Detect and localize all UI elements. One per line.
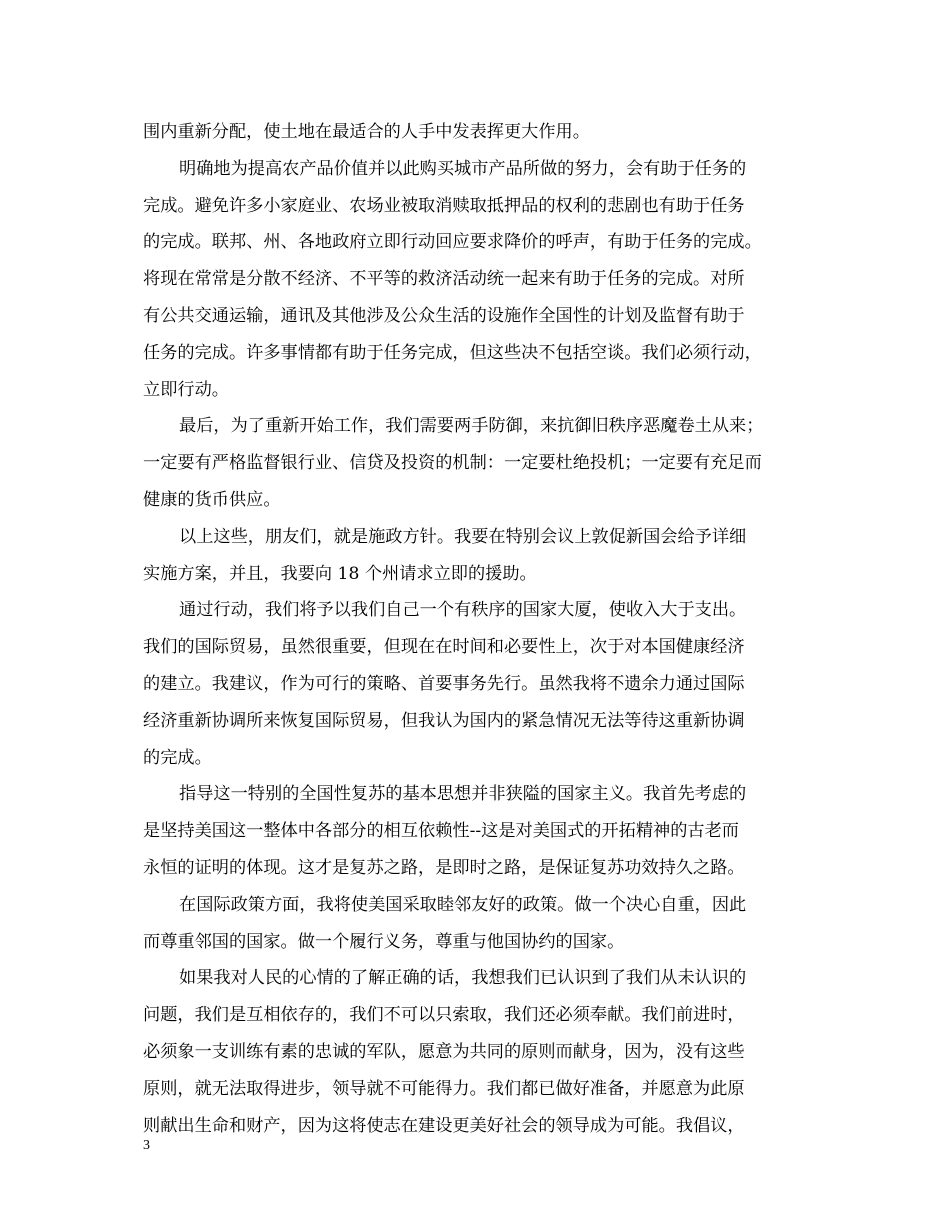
text-line: 通过行动，我们将予以我们自己一个有秩序的国家大厦，使收入大于支出。 (179, 600, 747, 621)
text-line: 最后，为了重新开始工作，我们需要两手防御，来抗御旧秩序恶魔卷土从来； (179, 416, 764, 437)
text-line: 明确地为提高农产品价值并以此购买城市产品所做的努力，会有助于任务的 (179, 158, 747, 179)
text-line: 实施方案，并且，我要向 18 个州请求立即的援助。 (143, 563, 537, 584)
text-line: 任务的完成。许多事情都有助于任务完成，但这些决不包括空谈。我们必须行动， (143, 342, 762, 363)
text-line: 指导这一特别的全国性复苏的基本思想并非狭隘的国家主义。我首先考虑的 (179, 784, 747, 805)
text-line: 以上这些，朋友们，就是施政方针。我要在特别会议上敦促新国会给予详细 (179, 526, 747, 547)
text-line: 永恒的证明的体现。这才是复苏之路，是即时之路，是保证复苏功效持久之路。 (143, 857, 745, 878)
text-line: 经济重新协调所来恢复国际贸易，但我认为国内的紧急情况无法等待这重新协调 (143, 710, 745, 731)
text-line: 如果我对人民的心情的了解正确的话，我想我们已认识到了我们从未认识的 (179, 968, 747, 989)
text-line: 一定要有严格监督银行业、信贷及投资的机制：一定要杜绝投机；一定要有充足而 (143, 453, 762, 474)
text-line: 问题，我们是互相依存的，我们不可以只索取，我们还必须奉献。我们前进时， (143, 1005, 745, 1026)
text-line: 立即行动。 (143, 379, 229, 400)
text-line: 围内重新分配，使土地在最适合的人手中发表挥更大作用。 (143, 122, 590, 142)
text-line: 我们的国际贸易，虽然很重要，但现在在时间和必要性上，次于对本国健康经济 (143, 637, 745, 658)
body-text (143, 114, 813, 1144)
text-line: 是坚持美国这一整体中各部分的相互依赖性--这是对美国式的开拓精神的古老而 (143, 821, 739, 842)
text-line: 有公共交通运输，通讯及其他涉及公众生活的设施作全国性的计划及监督有助于 (143, 305, 745, 326)
text-line: 完成。避免许多小家庭业、农场业被取消赎取抵押品的权利的悲剧也有助于任务 (143, 195, 745, 216)
page-number: 3 (143, 1138, 150, 1153)
text-line: 原则，就无法取得进步，领导就不可能得力。我们都已做好准备，并愿意为此原 (143, 1078, 745, 1099)
text-line: 而尊重邻国的国家。做一个履行义务，尊重与他国协约的国家。 (143, 931, 625, 952)
text-line: 健康的货币供应。 (143, 489, 281, 510)
text-line: 的完成。 (143, 747, 212, 768)
text-line: 必须象一支训练有素的忠诚的军队，愿意为共同的原则而献身，因为，没有这些 (143, 1041, 745, 1062)
text-line: 将现在常常是分散不经济、不平等的救济活动统一起来有助于任务的完成。对所 (143, 269, 745, 290)
text-line: 的完成。联邦、州、各地政府立即行动回应要求降价的呼声，有助于任务的完成。 (143, 232, 762, 253)
text-line: 的建立。我建议，作为可行的策略、首要事务先行。虽然我将不遗余力通过国际 (143, 673, 745, 694)
text-line: 则献出生命和财产，因为这将使志在建设更美好社会的领导成为可能。我倡议， (143, 1115, 745, 1136)
text-line: 在国际政策方面，我将使美国采取睦邻友好的政策。做一个决心自重，因此 (179, 894, 747, 915)
